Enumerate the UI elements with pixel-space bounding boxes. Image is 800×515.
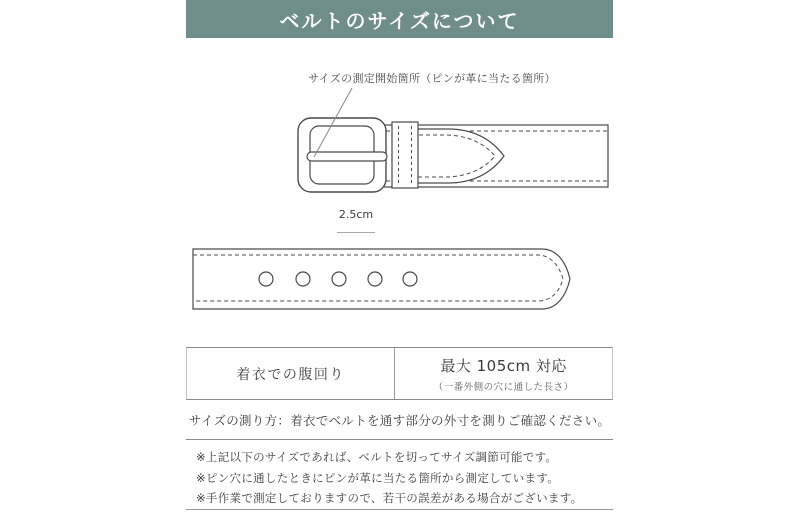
size-table [186, 347, 613, 440]
belt-hole [368, 272, 382, 286]
belt-hole [259, 272, 273, 286]
waist-label-cell: 着衣での腹回り [187, 348, 395, 399]
notes-list [196, 447, 582, 509]
note-line: ※手作業で測定しておりますので、若干の誤差がある場合がございます。 [196, 491, 583, 505]
belt-hole [403, 272, 417, 286]
belt-strap-diagram [186, 240, 613, 320]
max-size-value: 最大 105cm 対応 [440, 356, 567, 375]
belt-width-label: 2.5cm [338, 208, 374, 221]
size-table-row [186, 347, 613, 400]
note-line: ※上記以下のサイズであれば、ベルトを切ってサイズ調節可能です。 [196, 450, 558, 464]
max-size-note: （一番外側の穴に通した長さ） [433, 381, 574, 393]
page-title: ベルトのサイズについて [279, 8, 520, 33]
title-banner [186, 0, 613, 38]
belt-buckle-diagram [186, 80, 613, 202]
belt-width-underline [337, 232, 375, 233]
max-size-cell [395, 348, 612, 399]
measure-note-row: サイズの測り方：着衣でベルトを通す部分の外寸を測りご確認ください。 [186, 400, 613, 440]
note-line: ※ピン穴に通したときにピンが革に当たる箇所から測定しています。 [196, 470, 560, 485]
belt-keeper [392, 122, 418, 188]
buckle-prong [307, 152, 387, 161]
bottom-divider [186, 509, 613, 510]
measurement-start-annotation: サイズの測定開始箇所（ピンが革に当たる箇所） [308, 72, 556, 85]
belt-hole [296, 272, 310, 286]
belt-hole [332, 272, 346, 286]
